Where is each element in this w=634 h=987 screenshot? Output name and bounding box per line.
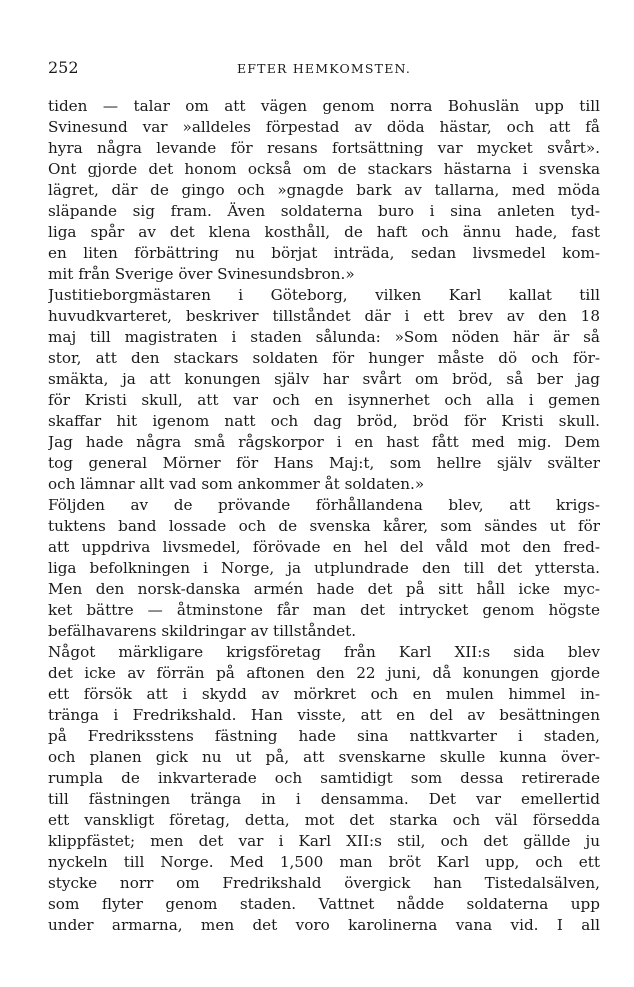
text-line: och planen gick nu ut på, att svenskarne skulle kunna över- [48, 748, 600, 766]
text-line: Följden av de prövande förhållandena blev, att krigs- [48, 496, 600, 514]
text-line: under armarna, men det voro karolinerna vana vid. I all [48, 916, 600, 934]
text-line: liga befolkningen i Norge, ja utplundrade den till det yttersta. [48, 559, 600, 577]
text-line: Ont gjorde det honom också om de stackars hästarna i svenska [48, 160, 600, 178]
text-line: tiden — talar om att vägen genom norra Bohuslän upp till [48, 97, 600, 115]
text-line: huvudkvarteret, beskriver tillståndet där i ett brev av den 18 [48, 307, 600, 325]
text-line: hyra några levande för resans fortsättning var mycket svårt». [48, 139, 600, 157]
text-line: för Kristi skull, att var och en isynnerhet och alla i gemen [48, 391, 600, 409]
text-line: att uppdriva livsmedel, förövade en hel del våld mot den fred- [48, 538, 600, 556]
text-line: klippfästet; men det var i Karl XII:s stil, och det gällde ju [48, 832, 600, 850]
text-line: maj till magistraten i staden sålunda: »Som nöden här är så [48, 328, 600, 346]
page-number: 252 [48, 58, 79, 77]
text-line: släpande sig fram. Även soldaterna buro i sina anleten tyd- [48, 202, 600, 220]
text-line: smäkta, ja att konungen själv har svårt om bröd, så ber jag [48, 370, 600, 388]
text-line: Svinesund var »alldeles förpestad av döda hästar, och att få [48, 118, 600, 136]
text-line: och lämnar allt vad som ankommer åt soldaten.» [48, 475, 425, 493]
text-line: ett försök att i skydd av mörkret och en mulen himmel in- [48, 685, 600, 703]
text-line: mit från Sverige över Svinesundsbron.» [48, 265, 355, 283]
text-line: det icke av förrän på aftonen den 22 juni, då konungen gjorde [48, 664, 600, 682]
text-line: tuktens band lossade och de svenska kårer, som sändes ut för [48, 517, 600, 535]
text-line: en liten förbättring nu börjat inträda, sedan livsmedel kom- [48, 244, 600, 262]
book-page [48, 58, 600, 936]
text-line: som flyter genom staden. Vattnet nådde soldaterna upp [48, 895, 600, 913]
text-line: Justitieborgmästaren i Göteborg, vilken Karl kallat till [48, 286, 600, 304]
text-line: Jag hade några små rågskorpor i en hast fått med mig. Dem [48, 433, 600, 451]
body-text [48, 96, 600, 936]
text-line: ett vanskligt företag, detta, mot det starka och väl försedda [48, 811, 600, 829]
text-line: befälhavarens skildringar av tillståndet. [48, 622, 357, 640]
text-line: på Fredriksstens fästning hade sina nattkvarter i staden, [48, 727, 600, 745]
running-head: EFTER HEMKOMSTEN. [236, 61, 412, 76]
text-line: Men den norsk-danska armén hade det på sitt håll icke myc- [48, 580, 600, 598]
text-line: lägret, där de gingo och »gnagde bark av tallarna, med möda [48, 181, 600, 199]
text-line: Något märkligare krigsföretag från Karl XII:s sida blev [48, 643, 600, 661]
text-line: ket bättre — åtminstone får man det intrycket genom högste [48, 601, 600, 619]
text-line: till fästningen tränga in i densamma. Det var emellertid [48, 790, 600, 808]
text-line: rumpla de inkvarterade och samtidigt som dessa retirerade [48, 769, 600, 787]
text-line: tog general Mörner för Hans Maj:t, som hellre själv svälter [48, 454, 600, 472]
text-line: liga spår av det klena kosthåll, de haft och ännu hade, fast [48, 223, 600, 241]
text-line: stor, att den stackars soldaten för hunger måste dö och för- [48, 349, 600, 367]
text-line: stycke norr om Fredrikshald övergick han Tistedalsälven, [48, 874, 600, 892]
text-line: tränga i Fredrikshald. Han visste, att en del av besättningen [48, 706, 600, 724]
text-line: nyckeln till Norge. Med 1,500 man bröt Karl upp, och ett [48, 853, 600, 871]
page-header [48, 58, 600, 86]
text-line: skaffar hit igenom natt och dag bröd, bröd för Kristi skull. [48, 412, 600, 430]
